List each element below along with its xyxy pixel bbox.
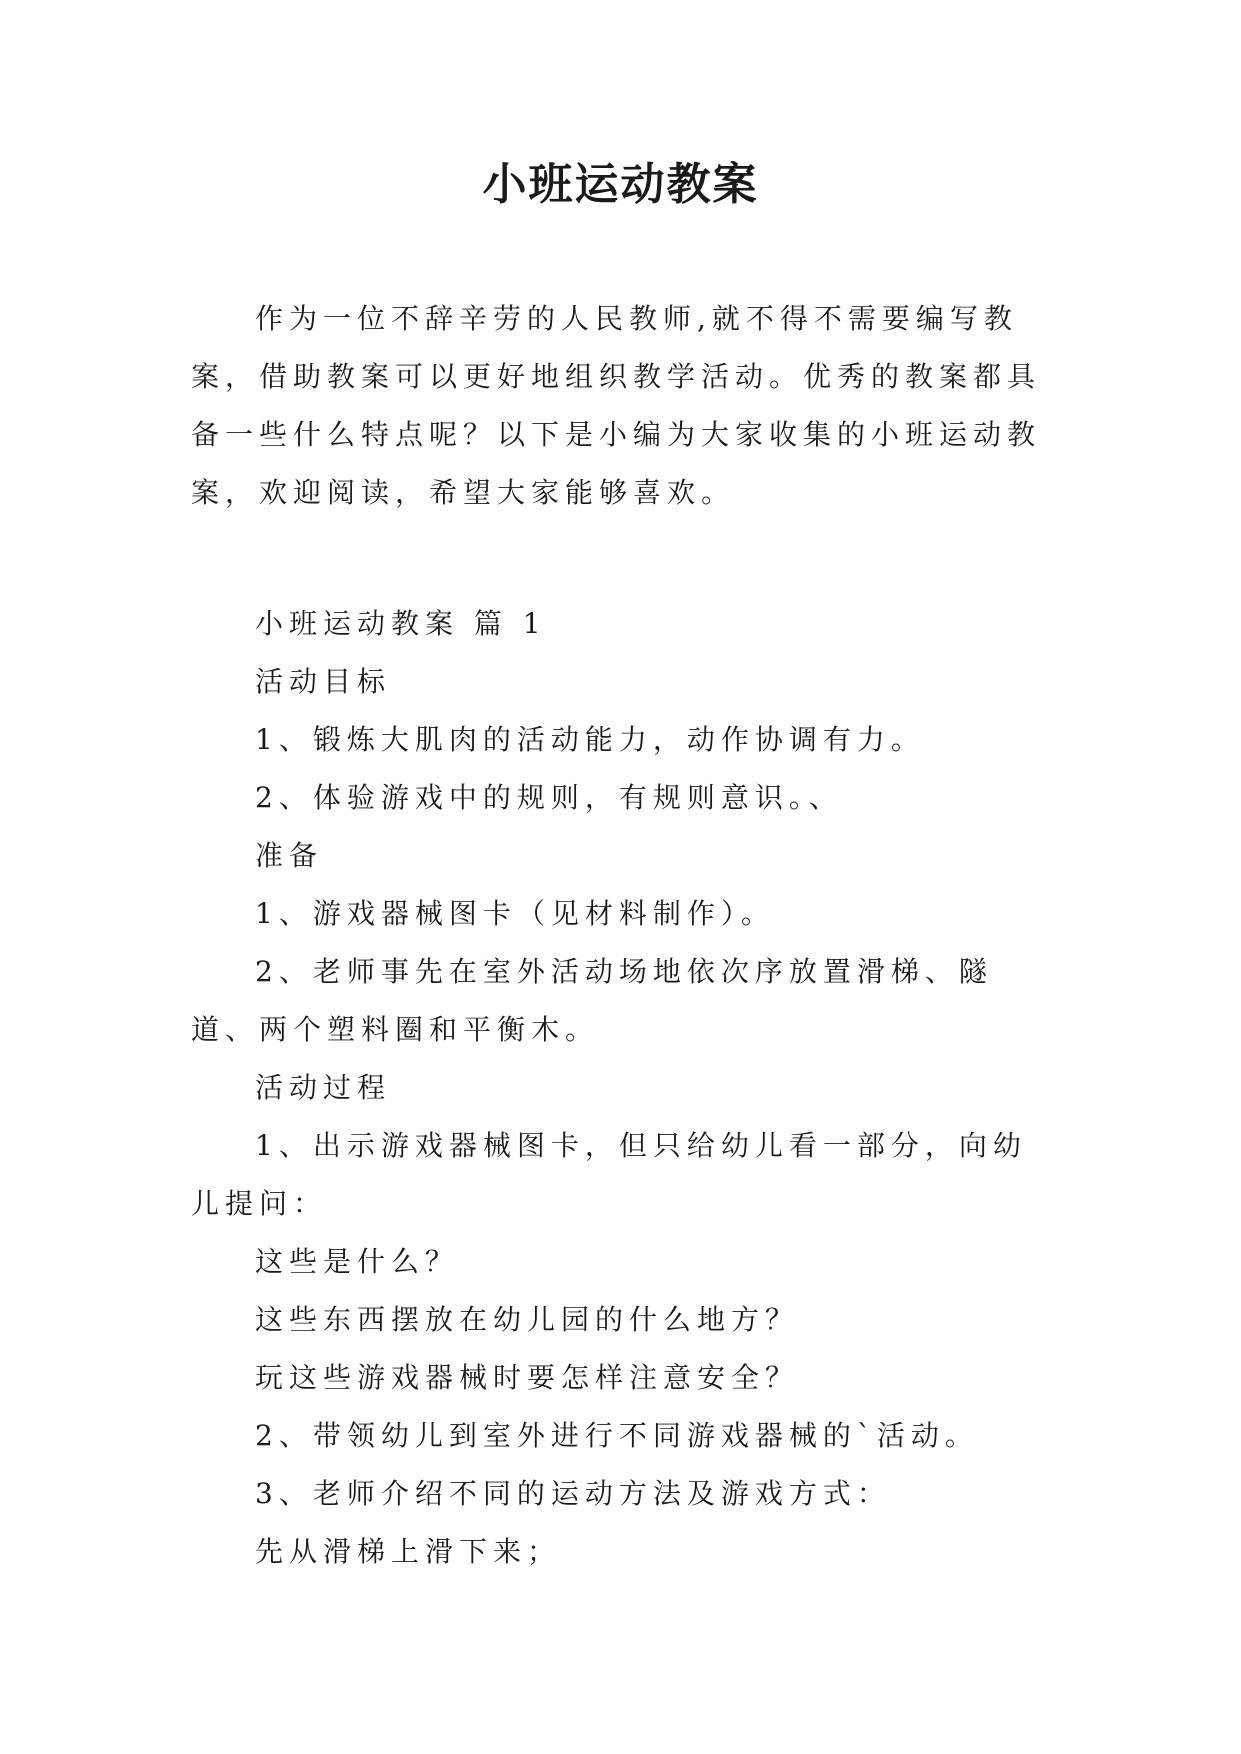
question-3: 玩这些游戏器械时要怎样注意安全？ bbox=[255, 1361, 800, 1394]
question-2: 这些东西摆放在幼儿园的什么地方？ bbox=[255, 1303, 800, 1336]
process-step-2: 2、带领幼儿到室外进行不同游戏器械的`活动。 bbox=[255, 1419, 979, 1452]
process-detail-1: 先从滑梯上滑下来； bbox=[255, 1535, 562, 1568]
document-title: 小班运动教案 bbox=[482, 159, 759, 210]
intro-paragraph: 作为一位不辞辛劳的人民教师,就不得不需要编写教案，借助教案可以更好地组织教学活动。优秀的教案都具备一些什么特点呢？以下是小编为大家收集的小班运动教案，欢迎阅读，希望大家能够喜欢。 bbox=[191, 302, 1042, 509]
document-content bbox=[191, 290, 1051, 1581]
process-step-3: 3、老师介绍不同的运动方法及游戏方式： bbox=[255, 1477, 891, 1510]
preparation-item-1: 1、游戏器械图卡（见材料制作）。 bbox=[255, 897, 775, 930]
preparation-item-2: 2、老师事先在室外活动场地依次序放置滑梯、隧道、两个塑料圈和平衡木。 bbox=[191, 955, 993, 1046]
process-step-1: 1、出示游戏器械图卡，但只给幼儿看一部分，向幼儿提问： bbox=[191, 1129, 1027, 1220]
subheading-preparation: 准备 bbox=[255, 839, 324, 872]
goal-item-1: 1、锻炼大肌肉的活动能力，动作协调有力。 bbox=[255, 723, 925, 756]
lesson-plan-body bbox=[191, 595, 1051, 1581]
section-heading: 小班运动教案 篇 1 bbox=[255, 607, 547, 640]
intro-paragraph-block bbox=[191, 290, 1051, 522]
goal-item-2: 2、体验游戏中的规则，有规则意识。、 bbox=[255, 781, 843, 814]
question-1: 这些是什么？ bbox=[255, 1245, 460, 1278]
subheading-activity-process: 活动过程 bbox=[255, 1071, 392, 1104]
subheading-activity-goals: 活动目标 bbox=[255, 665, 392, 698]
